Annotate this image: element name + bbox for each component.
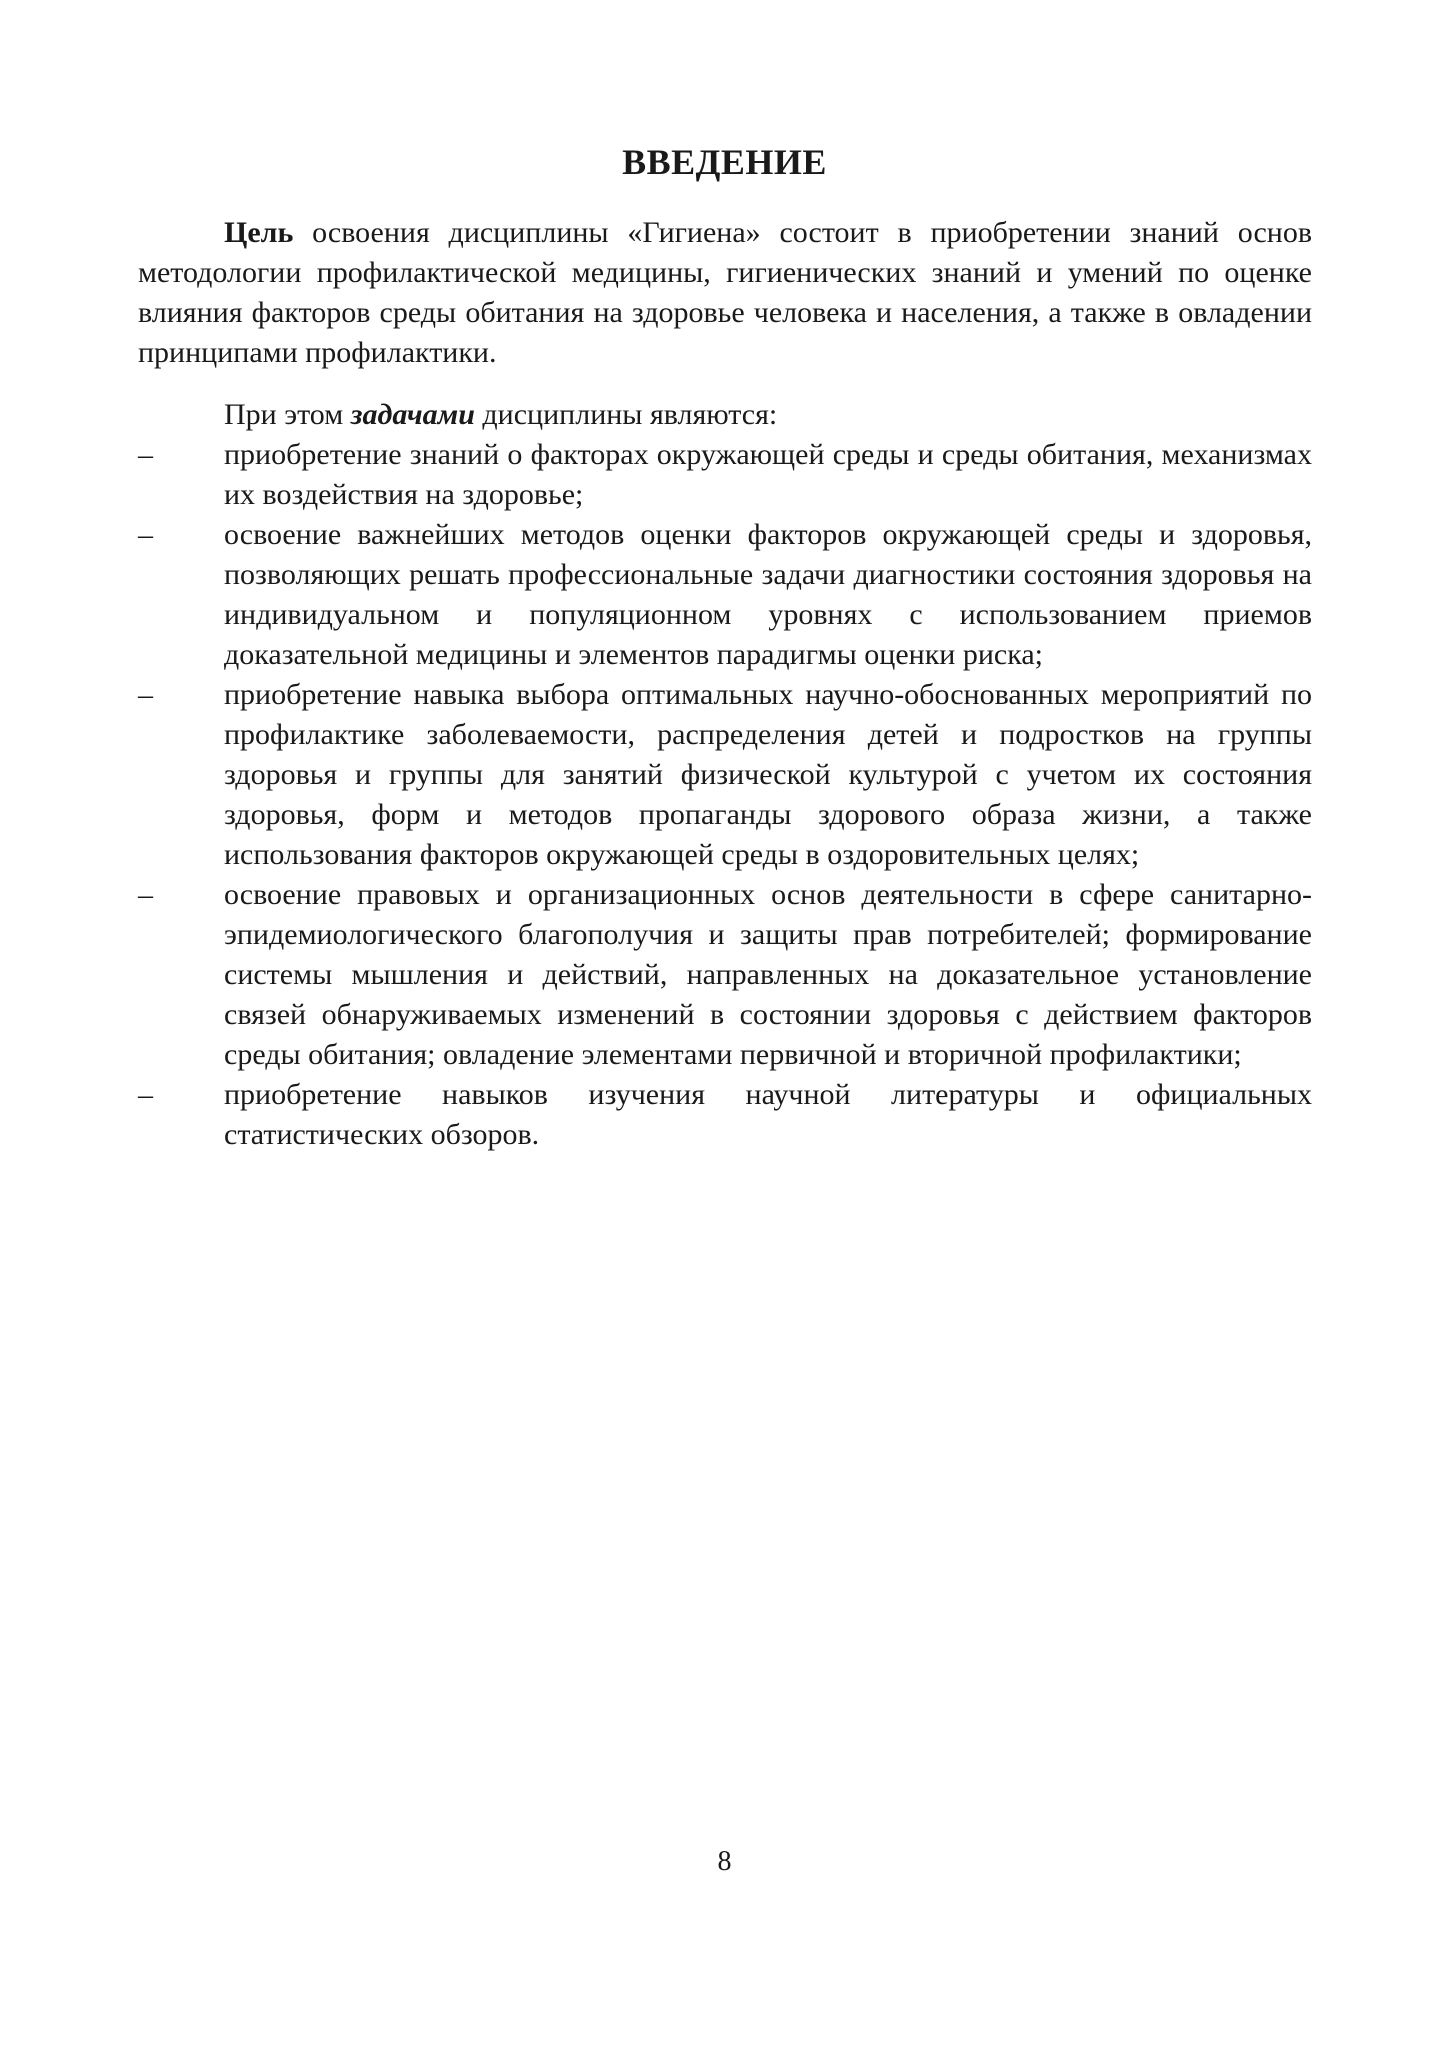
- list-item-text: приобретение навыка выбора оптимальных научно-обоснованных мероприятий по профилактике заболеваемости, распределения детей и подростков на группы здоровья и группы для занятий физической культурой с учетом их состояния здоровья, форм и методов пропаганды здорового образа жизни, а также использования факторов окружающей среды в оздоровительных целях;: [224, 678, 1312, 871]
- list-item-text: приобретение знаний о факторах окружающей среды и среды обитания, механизмах их воздействия на здоровье;: [224, 438, 1312, 511]
- list-item: [138, 875, 1312, 1075]
- list-item: [138, 675, 1312, 875]
- list-item-text: освоение правовых и организационных основ деятельности в сфере санитарно-эпидемиологического благополучия и защиты прав потребителей; формирование системы мышления и действий, направленных на доказательное установление связей обнаруживаемых изменений в состоянии здоровья с действием факторов среды обитания; овладение элементами первичной и вторичной профилактики;: [224, 878, 1312, 1071]
- document-body: [138, 213, 1312, 1155]
- tasks-intro-emphasis: задачами: [350, 398, 475, 431]
- dash-bullet: –: [138, 518, 153, 551]
- intro-text: освоения дисциплины «Гигиена» состоит в приобретении знаний основ методологии профилактической медицины, гигиенических знаний и умений по оценке влияния факторов среды обитания на здоровье человека и населения, а также в овладении принципами профилактики.: [138, 216, 1312, 369]
- list-item-text: приобретение навыков изучения научной литературы и официальных статистических обзоров.: [224, 1078, 1312, 1151]
- page-title: ВВЕДЕНИЕ: [622, 142, 827, 182]
- list-item: [138, 435, 1312, 515]
- list-item: [138, 515, 1312, 675]
- tasks-intro-before: При этом: [224, 398, 351, 431]
- list-item-text: освоение важнейших методов оценки факторов окружающей среды и здоровья, позволяющих решать профессиональные задачи диагностики состояния здоровья на индивидуальном и популяционном уровнях с использованием приемов доказательной медицины и элементов парадигмы оценки риска;: [224, 518, 1312, 671]
- tasks-list: [138, 435, 1312, 1155]
- dash-bullet: –: [138, 1078, 153, 1111]
- dash-bullet: –: [138, 678, 153, 711]
- page-number: 8: [717, 1846, 732, 1877]
- tasks-intro-after: дисциплины являются:: [474, 398, 778, 431]
- list-item: [138, 1075, 1312, 1155]
- dash-bullet: –: [138, 878, 153, 911]
- intro-paragraph: [138, 213, 1312, 373]
- tasks-intro-paragraph: [138, 395, 1312, 435]
- dash-bullet: –: [138, 438, 153, 471]
- intro-lead-bold: Цель: [224, 216, 294, 249]
